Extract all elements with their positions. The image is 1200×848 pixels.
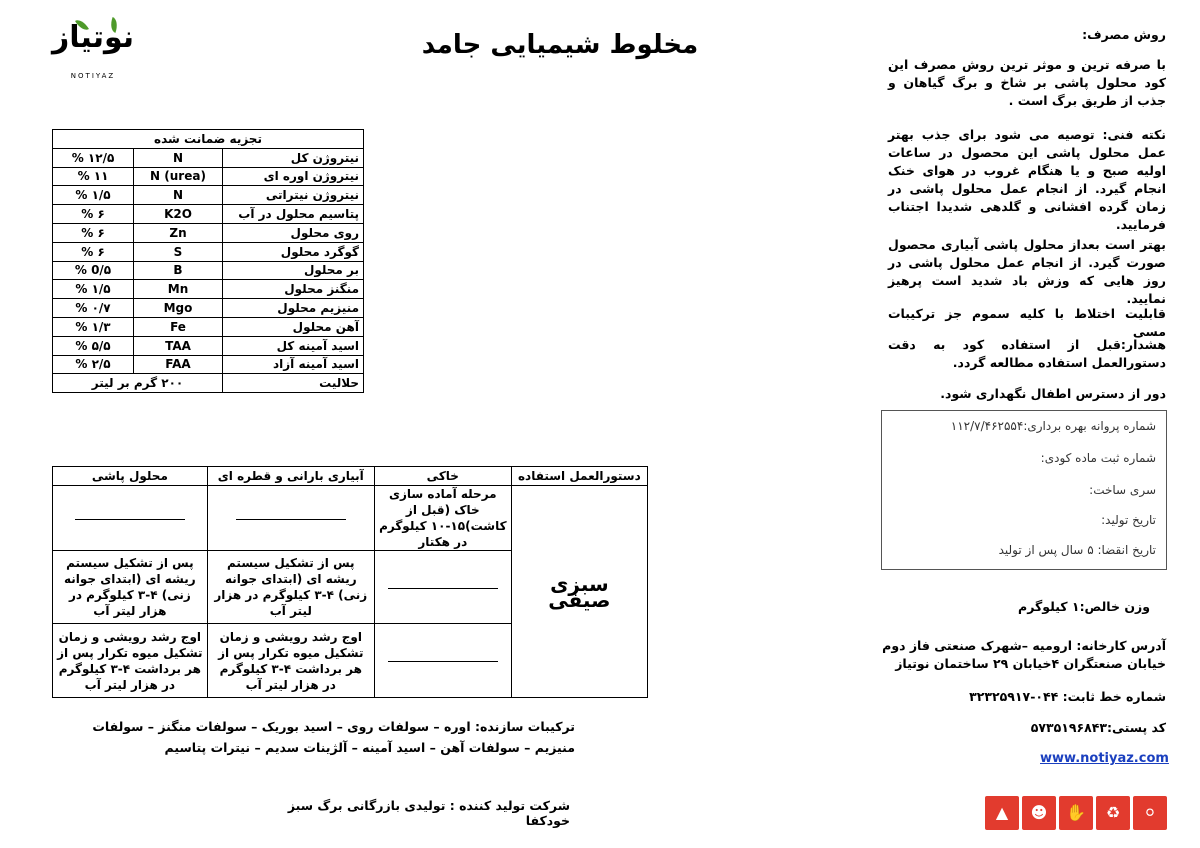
nutrient-symbol: N: [134, 186, 223, 205]
usage-header-instructions: دستورالعمل استفاده: [511, 467, 647, 486]
nutrient-value: ۵/۵ %: [53, 336, 134, 355]
table-row: [53, 186, 364, 205]
spray-instruction: پس از تشکیل سیستم ریشه ای (ابتدای جوانه زنی) ۴-۳ کیلوگرم در هزار لیتر آب: [53, 551, 208, 624]
usage-header-soil: خاکی: [374, 467, 511, 486]
nutrient-value: ۱۲/۵ %: [53, 148, 134, 167]
factory-address: آدرس کارخانه: ارومیه –شهرک صنعتی فاز دوم خیابان صنعتگران ۴خیابان ۲۹ ساختمان نوتیاز: [882, 638, 1166, 671]
table-row: [53, 374, 364, 393]
logo-wordmark: نوتیاز: [51, 20, 135, 55]
tech-tip: نکته فنی: توصیه می شود برای جذب بهتر عمل محلول پاشی این محصول در ساعات اولیه صبح و یا هنگام غروب در هوای خنک انجام گیرد. از انجام عمل محلول پاشی در زمان گرده افشانی و گلدهی شدیدا اجتناب فرمایید.: [888, 127, 1166, 232]
safety-pictograms: [985, 796, 1169, 832]
nutrient-value: ۰/۷ %: [53, 299, 134, 318]
expiry-date: تاریخ انقضا: ۵ سال پس از تولید: [998, 543, 1156, 557]
soil-instruction: [374, 624, 511, 698]
table-row: [53, 317, 364, 336]
usage-heading: روش مصرف:: [1082, 27, 1166, 42]
nutrient-name: نیتروژن کل: [223, 148, 364, 167]
nutrient-symbol: TAA: [134, 336, 223, 355]
warning-note: هشدار:قبل از استفاده کود به دقت دستورالعمل استفاده مطالعه گردد.: [888, 337, 1166, 370]
nutrient-name: منگنز محلول: [223, 280, 364, 299]
spray-instruction: اوج رشد رویشی و زمان تشکیل میوه تکرار پس از هر برداشت ۴-۳ کیلوگرم در هزار لیتر آب: [53, 624, 208, 698]
empty-dash: [236, 518, 346, 520]
irrigation-tip: بهتر است بعداز محلول پاشی آبیاری محصول صورت گیرد. از انجام عمل محلول پاشی در روز هایی که وزش باد شدید است پرهیز نمایید.: [888, 237, 1166, 306]
manufacturer-text: شرکت تولید کننده : تولیدی بازرگانی برگ سبز خودکفا: [287, 798, 570, 828]
logo-subtitle: NOTIYAZ: [70, 72, 116, 80]
registration-number: شماره ثبت ماده کودی:: [1040, 451, 1156, 465]
nutrient-value: ۶ %: [53, 242, 134, 261]
production-info-box: [881, 410, 1167, 570]
soil-instruction: [374, 551, 511, 624]
nutrient-symbol: S: [134, 242, 223, 261]
table-row: [53, 242, 364, 261]
drip-instruction: پس از تشکیل سیستم ریشه ای (ابتدای جوانه زنی) ۴-۳ کیلوگرم در هزار لیتر آب: [207, 551, 374, 624]
nutrient-symbol: Zn: [134, 223, 223, 242]
gloves-icon: ✋: [1059, 796, 1093, 830]
nutrient-name: اسید آمینه کل: [223, 336, 364, 355]
empty-dash: [388, 660, 498, 662]
page-title: مخلوط شیمیایی جامد: [421, 30, 699, 60]
crop-name: سبزی صیفی: [511, 486, 647, 698]
usage-table: [52, 466, 648, 698]
solubility-value: ۲۰۰ گرم بر لیتر: [53, 374, 223, 393]
table-row: [53, 167, 364, 186]
compat-note: قابلیت اختلاط با کلیه سموم جز ترکیبات مسی: [888, 306, 1166, 339]
nutrient-value: ۱/۳ %: [53, 317, 134, 336]
table-row: [53, 223, 364, 242]
usage-header-drip: آبیاری بارانی و قطره ای: [207, 467, 374, 486]
children-note: دور از دسترس اطفال نگهداری شود.: [940, 386, 1166, 401]
nutrient-symbol: FAA: [134, 355, 223, 374]
usage-text: با صرفه ترین و موثر ترین روش مصرف این کود محلول پاشی بر شاخ و برگ گیاهان و جذب از طریق برگ است .: [888, 57, 1166, 108]
nutrient-name: پتاسیم محلول در آب: [223, 205, 364, 224]
nutrient-value: ۶ %: [53, 205, 134, 224]
table-row: [53, 280, 364, 299]
table-row: [53, 205, 364, 224]
nutrient-symbol: Mn: [134, 280, 223, 299]
net-weight: وزن خالص:۱ کیلوگرم: [1018, 599, 1150, 614]
nutrient-symbol: N (urea): [134, 167, 223, 186]
nutrient-name: نیتروژن اوره ای: [223, 167, 364, 186]
nutrient-value: ۲/۵ %: [53, 355, 134, 374]
face-mask-icon: ☻: [1022, 796, 1056, 830]
nutrient-name: گوگرد محلول: [223, 242, 364, 261]
phone-number: شماره خط ثابت: ۰۴۴-۳۲۳۲۵۹۱۷: [969, 689, 1166, 704]
trash-bin-icon: ♻: [1096, 796, 1130, 830]
nutrient-name: آهن محلول: [223, 317, 364, 336]
drip-instruction: اوج رشد رویشی و زمان تشکیل میوه تکرار پس از هر برداشت ۴-۳ کیلوگرم در هزار لیتر آب: [207, 624, 374, 698]
solubility-label: حلالیت: [223, 374, 364, 393]
empty-dash: [388, 587, 498, 589]
nutrient-name: منیزیم محلول: [223, 299, 364, 318]
nutrient-symbol: Mgo: [134, 299, 223, 318]
website-link[interactable]: www.notiyaz.com: [1040, 751, 1169, 766]
nutrient-value: ۱۱ %: [53, 167, 134, 186]
spray-bottle-icon: ▲: [985, 796, 1019, 830]
license-number: شماره پروانه بهره برداری:۱۱۲/۷/۴۶۲۵۵۴: [950, 419, 1156, 433]
table-row: [53, 486, 648, 551]
nutrient-symbol: Fe: [134, 317, 223, 336]
nutrient-value: ۱/۵ %: [53, 186, 134, 205]
table-row: [53, 261, 364, 280]
nutrient-symbol: K2O: [134, 205, 223, 224]
usage-header-spray: محلول پاشی: [53, 467, 208, 486]
nutrient-value: ۶ %: [53, 223, 134, 242]
postal-code: کد پستی:۵۷۳۵۱۹۶۸۴۳: [1030, 720, 1166, 735]
composition-text: ترکیبات سازنده: اوره – سولفات روی – اسید بوریک – سولفات منگنز – سولفات منیزیم – سولفات آهن – اسید آمینه – آلژینات سدیم – نیترات پتاسیم: [92, 719, 575, 755]
nutrient-name: بر محلول: [223, 261, 364, 280]
table-row: [53, 299, 364, 318]
nutrient-name: نیتروژن نیتراتی: [223, 186, 364, 205]
nutrient-name: اسید آمینه آزاد: [223, 355, 364, 374]
analysis-table: [52, 129, 364, 393]
nutrient-symbol: N: [134, 148, 223, 167]
nutrient-symbol: B: [134, 261, 223, 280]
table-row: [53, 336, 364, 355]
nutrient-value: 0/۵ %: [53, 261, 134, 280]
drip-instruction: [207, 486, 374, 551]
soil-instruction: مرحله آماده سازی خاک (قبل از کاشت)۱۵-۱۰ کیلوگرم در هکتار: [374, 486, 511, 551]
brand-logo: [48, 14, 138, 92]
spray-instruction: [53, 486, 208, 551]
nutrient-name: روی محلول: [223, 223, 364, 242]
table-row: [53, 148, 364, 167]
batch-number: سری ساخت:: [1089, 483, 1156, 497]
nutrient-value: ۱/۵ %: [53, 280, 134, 299]
empty-dash: [75, 518, 185, 520]
table-row: [53, 355, 364, 374]
analysis-header: تجزیه ضمانت شده: [53, 130, 364, 149]
dispose-icon: ⚪: [1133, 796, 1167, 830]
production-date: تاریخ تولید:: [1101, 513, 1156, 527]
